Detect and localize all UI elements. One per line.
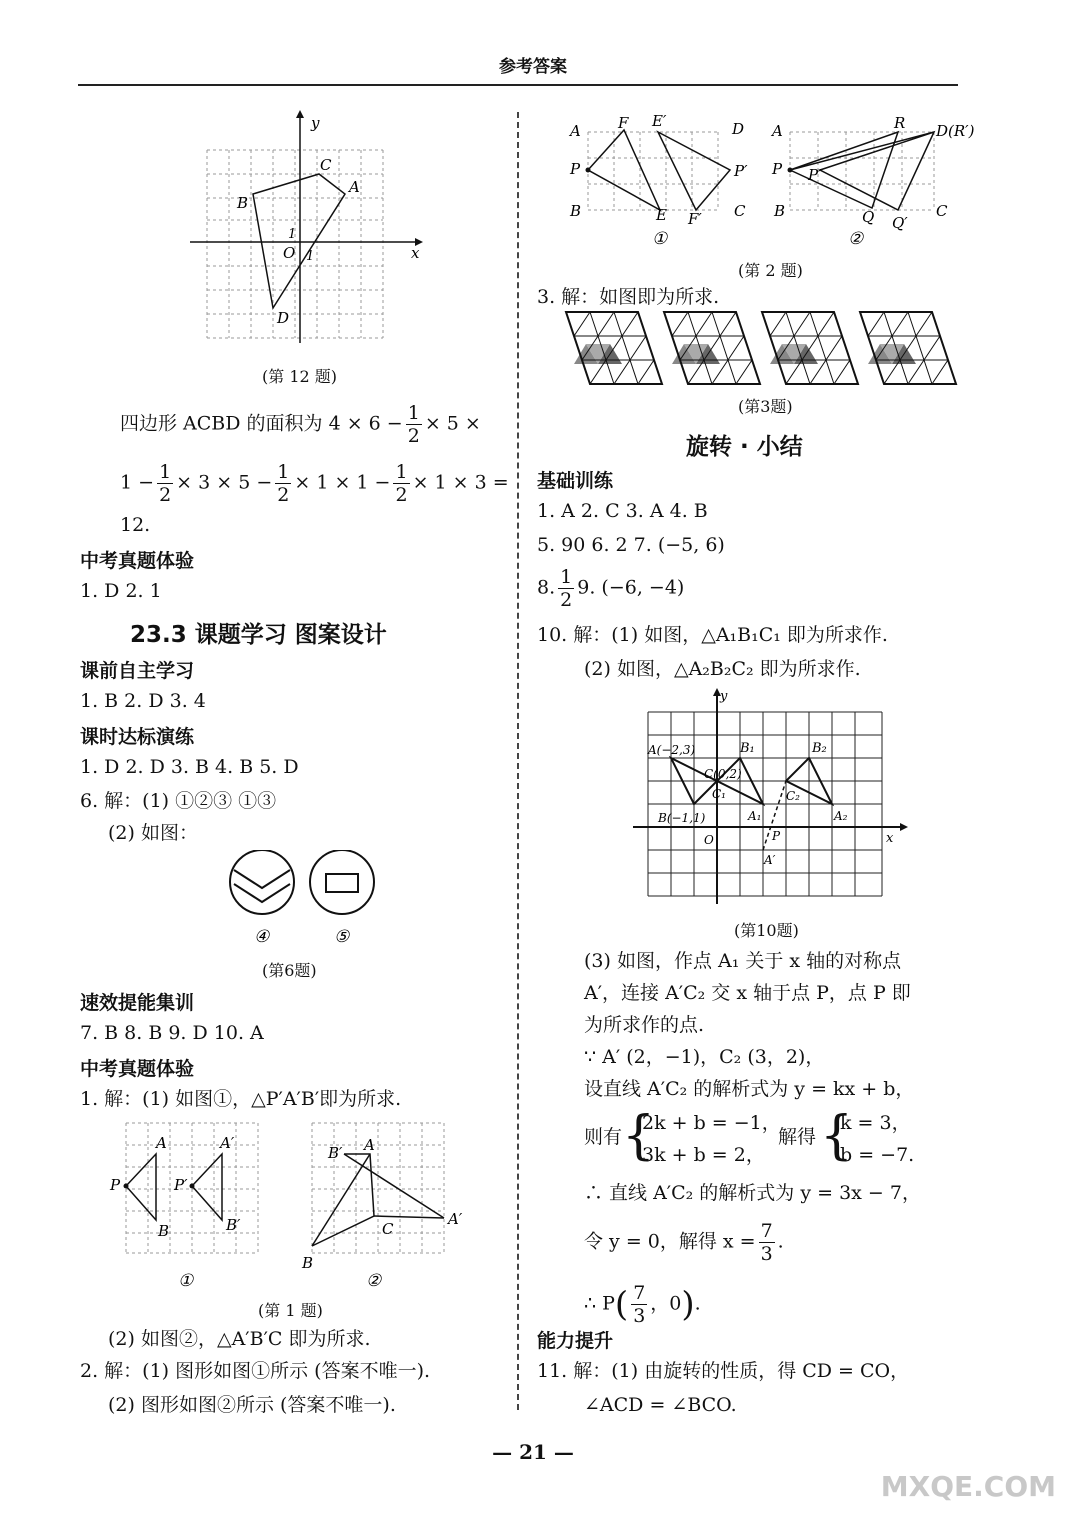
svg-text:P′: P′ <box>734 162 748 180</box>
q3-text: 3. 解：如图即为所求. <box>537 286 720 308</box>
svg-text:Q′: Q′ <box>892 214 908 232</box>
svg-text:B: B <box>570 202 582 220</box>
system-mid: 解得 <box>778 1126 817 1148</box>
svg-text:D(R′): D(R′) <box>936 122 975 140</box>
q10-part3-f: ∴ 直线 A′C₂ 的解析式为 y = 3x − 7， <box>584 1182 921 1204</box>
fig10-diagram <box>628 686 918 908</box>
section-ksdb: 课时达标演练 <box>80 726 195 748</box>
fig1-diagram <box>108 1118 478 1298</box>
title-summary: 旋转 · 小结 <box>686 434 803 460</box>
svg-text:D: D <box>732 120 745 138</box>
q10-part2: (2) 如图，△A₂B₂C₂ 即为所求作. <box>584 658 861 680</box>
q6-part2: (2) 如图： <box>108 822 198 844</box>
svg-text:P: P <box>570 160 581 178</box>
q10-part3-d: ∵ A′ (2，−1)，C₂ (3，2)， <box>584 1046 825 1068</box>
svg-text:R: R <box>894 114 906 132</box>
q10-part1: 10. 解：(1) 如图，△A₁B₁C₁ 即为所求作. <box>537 624 888 646</box>
brace-left-2: { <box>820 1106 854 1166</box>
system-eq1: 2k + b = −1， <box>642 1112 781 1134</box>
svg-text:②: ② <box>366 1271 382 1291</box>
section-zhongkao-2: 中考真题体验 <box>80 1058 195 1080</box>
svg-text:A: A <box>156 1134 167 1152</box>
page-header: 参考答案 <box>499 57 567 77</box>
svg-text:⑤: ⑤ <box>334 927 350 947</box>
page-number: — 21 — <box>492 1440 574 1464</box>
svg-text:P: P <box>772 160 783 178</box>
q2-part1: 2. 解：(1) 图形如图①所示 (答案不唯一). <box>80 1360 431 1382</box>
q11-b: ∠ACD = ∠BCO. <box>584 1394 737 1416</box>
svg-text:Q: Q <box>862 208 875 226</box>
svg-text:E′: E′ <box>652 112 667 130</box>
svg-text:P′: P′ <box>808 166 822 184</box>
fig6-caption: (第6题) <box>262 961 317 980</box>
svg-text:P: P <box>110 1176 121 1194</box>
svg-text:B(−1,1): B(−1,1) <box>658 811 706 825</box>
svg-text:A: A <box>570 122 581 140</box>
q11-a: 11. 解：(1) 由旋转的性质，得 CD = CO， <box>537 1360 910 1382</box>
q10-part3-h: ∴ P( $\frac{7}{3}$ ，0). <box>584 1282 701 1327</box>
svg-text:B: B <box>302 1254 314 1272</box>
answers-zhongkao-1: 1. D 2. 1 <box>80 580 162 602</box>
q6-part1: 6. 解：(1) ①②③ ①③ <box>80 790 277 812</box>
answers-sxtn: 7. B 8. B 9. D 10. A <box>80 1022 264 1044</box>
svg-text:y: y <box>720 689 728 704</box>
svg-text:B₁: B₁ <box>740 741 755 756</box>
section-nlts: 能力提升 <box>537 1330 614 1352</box>
system-eq2: 3k + b = 2， <box>642 1144 765 1166</box>
column-divider <box>517 112 519 1410</box>
watermark: MXQE.COM <box>880 1470 1056 1503</box>
svg-text:F: F <box>618 114 629 132</box>
svg-text:C: C <box>936 202 948 220</box>
svg-text:x: x <box>411 244 420 262</box>
fig6-diagram <box>222 850 382 950</box>
answers-row1: 1. A 2. C 3. A 4. B <box>537 500 708 522</box>
fig2-caption: (第 2 题) <box>738 261 803 280</box>
fig3-diagram <box>562 310 972 386</box>
svg-text:E: E <box>656 206 667 224</box>
svg-text:x: x <box>886 831 894 846</box>
svg-text:A: A <box>772 122 783 140</box>
system-prefix: 则有 <box>584 1126 623 1148</box>
answers-ksdb: 1. D 2. D 3. B 4. B 5. D <box>80 756 299 778</box>
q1-part1: 1. 解：(1) 如图①，△P′A′B′即为所求. <box>80 1088 402 1110</box>
svg-text:①: ① <box>178 1271 194 1291</box>
svg-text:y: y <box>311 114 320 132</box>
svg-text:C: C <box>382 1220 394 1238</box>
svg-text:C(0,2): C(0,2) <box>704 767 742 781</box>
fig1-caption: (第 1 题) <box>258 1301 323 1320</box>
q10-part3-b: A′，连接 A′C₂ 交 x 轴于点 P，点 P 即 <box>584 982 911 1004</box>
fig12-caption: (第 12 题) <box>262 367 338 386</box>
q10-part3-e: 设直线 A′C₂ 的解析式为 y = kx + b， <box>584 1078 915 1100</box>
area-result: 12. <box>120 514 151 536</box>
svg-text:P: P <box>772 829 781 843</box>
answers-kqzz: 1. B 2. D 3. 4 <box>80 690 206 712</box>
brace-left-1: { <box>622 1106 656 1166</box>
fig12-diagram <box>185 108 435 348</box>
section-jcxl: 基础训练 <box>537 470 614 492</box>
q10-part3-c: 为所求作的点. <box>584 1014 705 1036</box>
svg-text:O: O <box>704 833 714 847</box>
header-rule <box>78 84 958 86</box>
section-zhongkao-1: 中考真题体验 <box>80 550 195 572</box>
svg-text:1: 1 <box>306 249 315 264</box>
fig10-caption: (第10题) <box>734 921 799 940</box>
title-23-3: 23.3 课题学习 图案设计 <box>130 622 387 648</box>
svg-text:④: ④ <box>254 927 270 947</box>
svg-text:C₂: C₂ <box>786 789 800 803</box>
svg-text:B: B <box>774 202 786 220</box>
q2-part2: (2) 图形如图②所示 (答案不唯一). <box>108 1394 396 1416</box>
q10-part3-g: 令 y = 0，解得 x = $\frac{7}{3}$ . <box>584 1220 784 1265</box>
svg-text:A′: A′ <box>764 853 776 867</box>
svg-text:P′: P′ <box>174 1176 188 1194</box>
solution-b: b = −7. <box>840 1144 915 1166</box>
svg-text:A: A <box>364 1136 375 1154</box>
q1-part2: (2) 如图②，△A′B′C 即为所求. <box>108 1328 371 1350</box>
svg-text:B′: B′ <box>328 1144 343 1162</box>
svg-text:F′: F′ <box>688 210 702 228</box>
svg-text:C: C <box>320 156 332 174</box>
area-line-1: 四边形 ACBD 的面积为 4 × 6 − $\frac{1}{2}$ × 5 × <box>120 402 481 447</box>
svg-text:②: ② <box>848 229 864 249</box>
answers-row3: 8. $\frac{1}{2}$ 9. (−6, −4) <box>537 566 685 611</box>
svg-text:C: C <box>734 202 746 220</box>
svg-text:1: 1 <box>288 227 297 242</box>
svg-text:D: D <box>277 309 290 327</box>
svg-text:B: B <box>158 1222 170 1240</box>
svg-text:B: B <box>237 194 249 212</box>
svg-text:①: ① <box>652 229 668 249</box>
q10-part3-a: (3) 如图，作点 A₁ 关于 x 轴的对称点 <box>584 950 902 972</box>
solution-k: k = 3， <box>840 1112 911 1134</box>
fig2-diagram <box>562 112 982 252</box>
svg-text:B₂: B₂ <box>812 741 827 756</box>
svg-text:A(−2,3): A(−2,3) <box>648 743 696 757</box>
svg-text:A: A <box>349 178 360 196</box>
svg-text:A′: A′ <box>220 1134 235 1152</box>
fig3-caption: (第3题) <box>738 397 793 416</box>
svg-text:O: O <box>283 244 296 262</box>
svg-text:C₁: C₁ <box>712 787 726 801</box>
answers-row2: 5. 90 6. 2 7. (−5, 6) <box>537 534 725 556</box>
section-kqzz: 课前自主学习 <box>80 660 195 682</box>
svg-text:B′: B′ <box>226 1216 241 1234</box>
area-line-2: 1 − $\frac{1}{2}$ × 3 × 5 − $\frac{1}{2}$ × 1 × 1 − $\frac{1}{2}$ × 1 × 3 = <box>120 461 509 506</box>
svg-text:A′: A′ <box>448 1210 463 1228</box>
svg-text:A₁: A₁ <box>748 809 762 823</box>
svg-text:A₂: A₂ <box>834 809 848 823</box>
section-sxtn: 速效提能集训 <box>80 992 195 1014</box>
